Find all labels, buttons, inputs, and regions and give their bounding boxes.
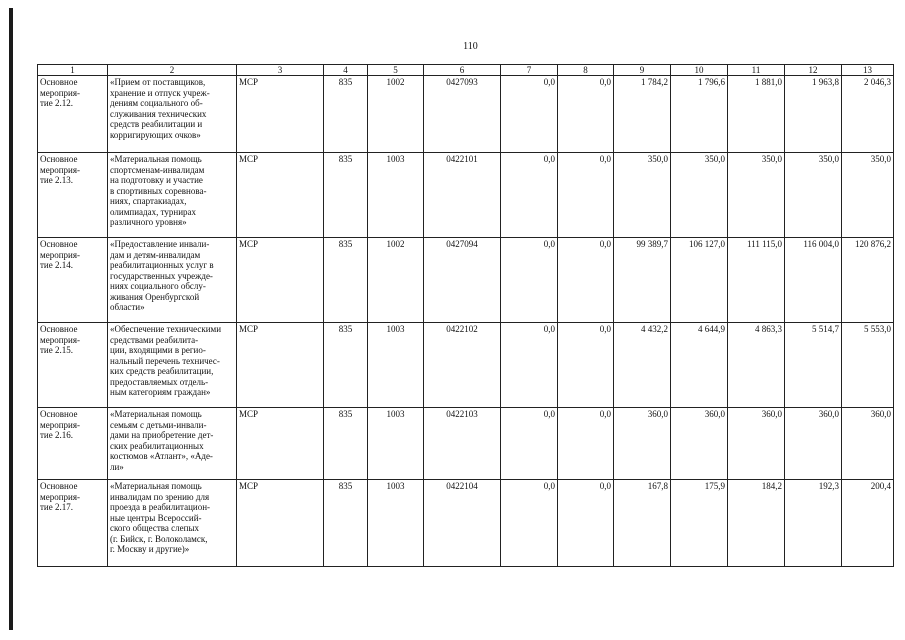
agency-cell: МСР — [237, 480, 324, 567]
value-cell: 4 432,2 — [614, 323, 671, 408]
value-cell: 99 389,7 — [614, 238, 671, 323]
value-cell: 5 553,0 — [842, 323, 894, 408]
value-cell: 0,0 — [501, 76, 558, 153]
value-cell: 175,9 — [671, 480, 728, 567]
value-cell: 1 784,2 — [614, 76, 671, 153]
value-cell: 0,0 — [501, 480, 558, 567]
value-cell: 360,0 — [728, 408, 785, 480]
value-cell: 350,0 — [785, 153, 842, 238]
value-cell: 360,0 — [671, 408, 728, 480]
code-cell: 835 — [324, 238, 368, 323]
value-cell: 116 004,0 — [785, 238, 842, 323]
column-header: 12 — [785, 65, 842, 76]
page-number: 110 — [463, 41, 478, 52]
section-code-cell: 1003 — [368, 323, 424, 408]
activity-name: «Обеспечение техническими средствами реабилита- ции, входящими в регио- нальный перечень техничес- ких средств реабилитации, предоставляемых отдель- ным категориям граждан» — [108, 323, 237, 408]
value-cell: 5 514,7 — [785, 323, 842, 408]
value-cell: 360,0 — [842, 408, 894, 480]
section-code-cell: 1002 — [368, 238, 424, 323]
value-cell: 350,0 — [671, 153, 728, 238]
column-header: 7 — [501, 65, 558, 76]
target-code-cell: 0427093 — [424, 76, 501, 153]
value-cell: 1 796,6 — [671, 76, 728, 153]
value-cell: 0,0 — [501, 323, 558, 408]
value-cell: 0,0 — [501, 238, 558, 323]
agency-cell: МСР — [237, 323, 324, 408]
value-cell: 0,0 — [558, 480, 614, 567]
section-code-cell: 1003 — [368, 153, 424, 238]
table-row — [38, 76, 894, 153]
activity-name: «Прием от поставщиков, хранение и отпуск учреж- дениям социального об- служивания технических средств реабилитации и корригирующих очков» — [108, 76, 237, 153]
value-cell: 360,0 — [785, 408, 842, 480]
table-row — [38, 408, 894, 480]
column-header: 8 — [558, 65, 614, 76]
value-cell: 106 127,0 — [671, 238, 728, 323]
activity-number: Основное мероприя- тие 2.14. — [38, 238, 108, 323]
value-cell: 350,0 — [728, 153, 785, 238]
value-cell: 4 863,3 — [728, 323, 785, 408]
target-code-cell: 0422103 — [424, 408, 501, 480]
code-cell: 835 — [324, 480, 368, 567]
value-cell: 0,0 — [558, 408, 614, 480]
value-cell: 167,8 — [614, 480, 671, 567]
value-cell: 0,0 — [558, 153, 614, 238]
table-row — [38, 153, 894, 238]
activity-number: Основное мероприя- тие 2.12. — [38, 76, 108, 153]
activity-number: Основное мероприя- тие 2.15. — [38, 323, 108, 408]
column-header: 3 — [237, 65, 324, 76]
column-header: 5 — [368, 65, 424, 76]
scan-edge-mark — [9, 8, 13, 630]
value-cell: 200,4 — [842, 480, 894, 567]
value-cell: 360,0 — [614, 408, 671, 480]
value-cell: 120 876,2 — [842, 238, 894, 323]
value-cell: 4 644,9 — [671, 323, 728, 408]
program-activities-table — [37, 64, 894, 567]
code-cell: 835 — [324, 153, 368, 238]
value-cell: 0,0 — [501, 153, 558, 238]
table-row — [38, 323, 894, 408]
agency-cell: МСР — [237, 408, 324, 480]
column-header: 2 — [108, 65, 237, 76]
activity-number: Основное мероприя- тие 2.16. — [38, 408, 108, 480]
column-header: 6 — [424, 65, 501, 76]
column-header: 13 — [842, 65, 894, 76]
activity-name: «Материальная помощь инвалидам по зрению для проезда в реабилитацион- ные центры Всероссий- ского общества слепых (г. Бийск, г. Волоколамск, г. Москву и другие)» — [108, 480, 237, 567]
column-number-row — [38, 65, 894, 76]
table-row — [38, 238, 894, 323]
code-cell: 835 — [324, 76, 368, 153]
column-header: 1 — [38, 65, 108, 76]
table-row — [38, 480, 894, 567]
target-code-cell: 0422102 — [424, 323, 501, 408]
agency-cell: МСР — [237, 76, 324, 153]
value-cell: 111 115,0 — [728, 238, 785, 323]
value-cell: 192,3 — [785, 480, 842, 567]
value-cell: 350,0 — [842, 153, 894, 238]
value-cell: 350,0 — [614, 153, 671, 238]
target-code-cell: 0422104 — [424, 480, 501, 567]
value-cell: 184,2 — [728, 480, 785, 567]
target-code-cell: 0422101 — [424, 153, 501, 238]
agency-cell: МСР — [237, 238, 324, 323]
column-header: 11 — [728, 65, 785, 76]
value-cell: 2 046,3 — [842, 76, 894, 153]
value-cell: 0,0 — [501, 408, 558, 480]
value-cell: 1 963,8 — [785, 76, 842, 153]
section-code-cell: 1002 — [368, 76, 424, 153]
value-cell: 0,0 — [558, 238, 614, 323]
target-code-cell: 0427094 — [424, 238, 501, 323]
section-code-cell: 1003 — [368, 408, 424, 480]
value-cell: 0,0 — [558, 76, 614, 153]
column-header: 10 — [671, 65, 728, 76]
section-code-cell: 1003 — [368, 480, 424, 567]
value-cell: 1 881,0 — [728, 76, 785, 153]
activity-name: «Материальная помощь спортсменам-инвалидам на подготовку и участие в спортивных соревнова- ниях, спартакиадах, олимпиадах, турнирах различного уровня» — [108, 153, 237, 238]
column-header: 4 — [324, 65, 368, 76]
code-cell: 835 — [324, 323, 368, 408]
activity-name: «Материальная помощь семьям с детьми-инвали- дами на приобретение дет- ских реабилитационных костюмов «Атлант», «Аде- ли» — [108, 408, 237, 480]
code-cell: 835 — [324, 408, 368, 480]
value-cell: 0,0 — [558, 323, 614, 408]
activity-number: Основное мероприя- тие 2.13. — [38, 153, 108, 238]
activity-name: «Предоставление инвали- дам и детям-инвалидам реабилитационных услуг в государственных учрежде- ниях социального обслу- живания Оренбургской области» — [108, 238, 237, 323]
agency-cell: МСР — [237, 153, 324, 238]
column-header: 9 — [614, 65, 671, 76]
activity-number: Основное мероприя- тие 2.17. — [38, 480, 108, 567]
